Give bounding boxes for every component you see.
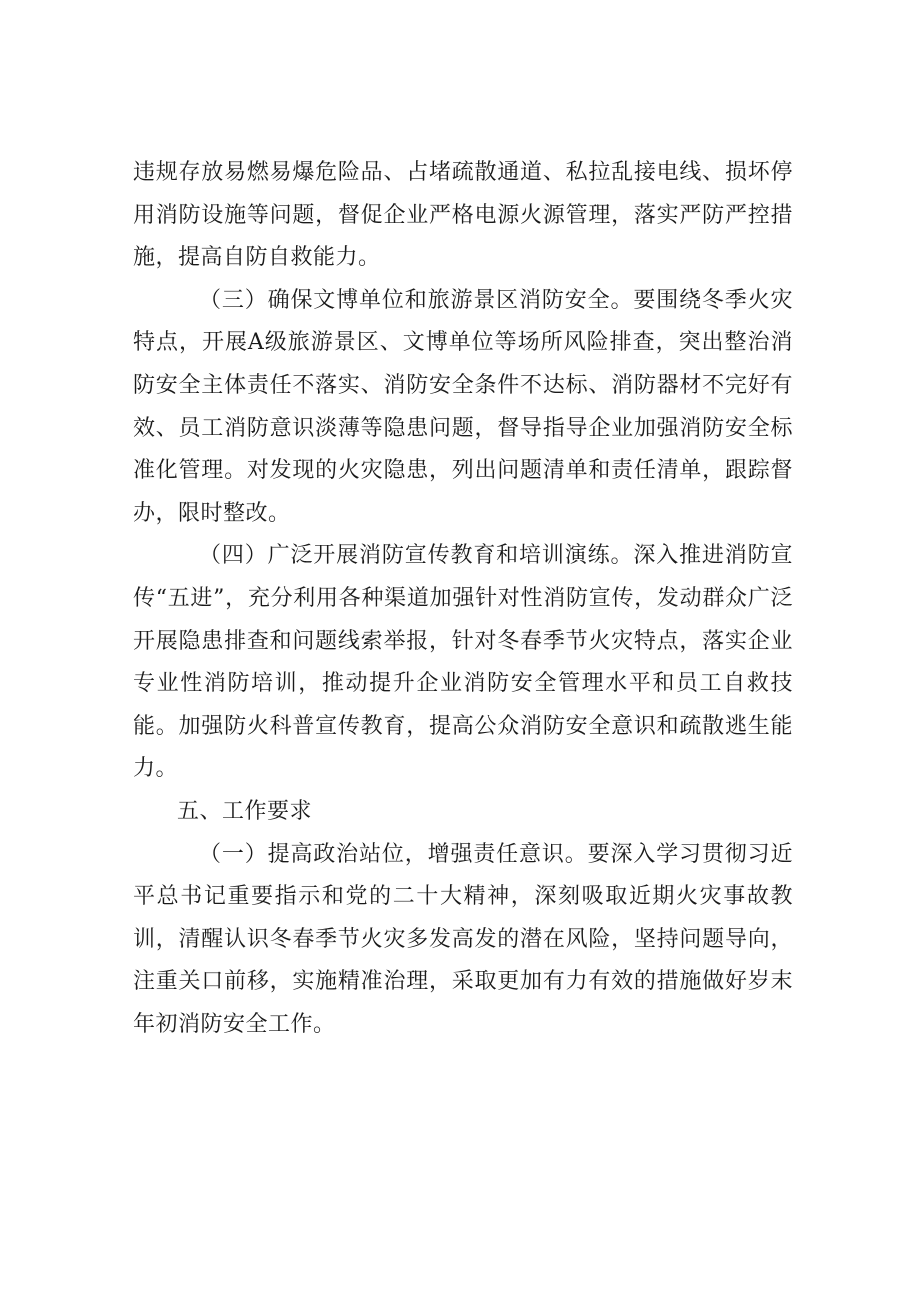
paragraph-section-4: （四）广泛开展消防宣传教育和培训演练。深入推进消防宣传“五进”，充分利用各种渠道加强针对性消防宣传，发动群众广泛开展隐患排查和问题线索举报，针对冬春季节火灾特点，落实企业专业性消防培训，推动提升企业消防安全管理水平和员工自救技能。加强防火科普宣传教育，提高公众消防安全意识和疏散逃生能力。 [133,543,793,782]
paragraph-requirement-1: （一）提高政治站位，增强责任意识。要深入学习贯彻习近平总书记重要指示和党的二十大精神，深刻吸取近期火灾事故教训，清醒认识冬春季节火灾多发高发的潜在风险，坚持问题导向，注重关口前移，实施精准治理，采取更加有力有效的措施做好岁末年初消防安全工作。 [133,841,793,1037]
section-heading-work-requirements: 五、工作要求 [177,798,313,824]
paragraph-section-3: （三）确保文博单位和旅游景区消防安全。要围绕冬季火灾特点，开展A级旅游景区、文博单位等场所风险排查，突出整治消防安全主体责任不落实、消防安全条件不达标、消防器材不完好有效、员工消防意识淡薄等隐患问题，督导指导企业加强消防安全标准化管理。对发现的火灾隐患，列出问题清单和责任清单，跟踪督办，限时整改。 [133,287,793,526]
document-body [133,152,793,1046]
paragraph-continued: 违规存放易燃易爆危险品、占堵疏散通道、私拉乱接电线、损坏停用消防设施等问题，督促企业严格电源火源管理，落实严防严控措施，提高自防自救能力。 [133,160,793,271]
